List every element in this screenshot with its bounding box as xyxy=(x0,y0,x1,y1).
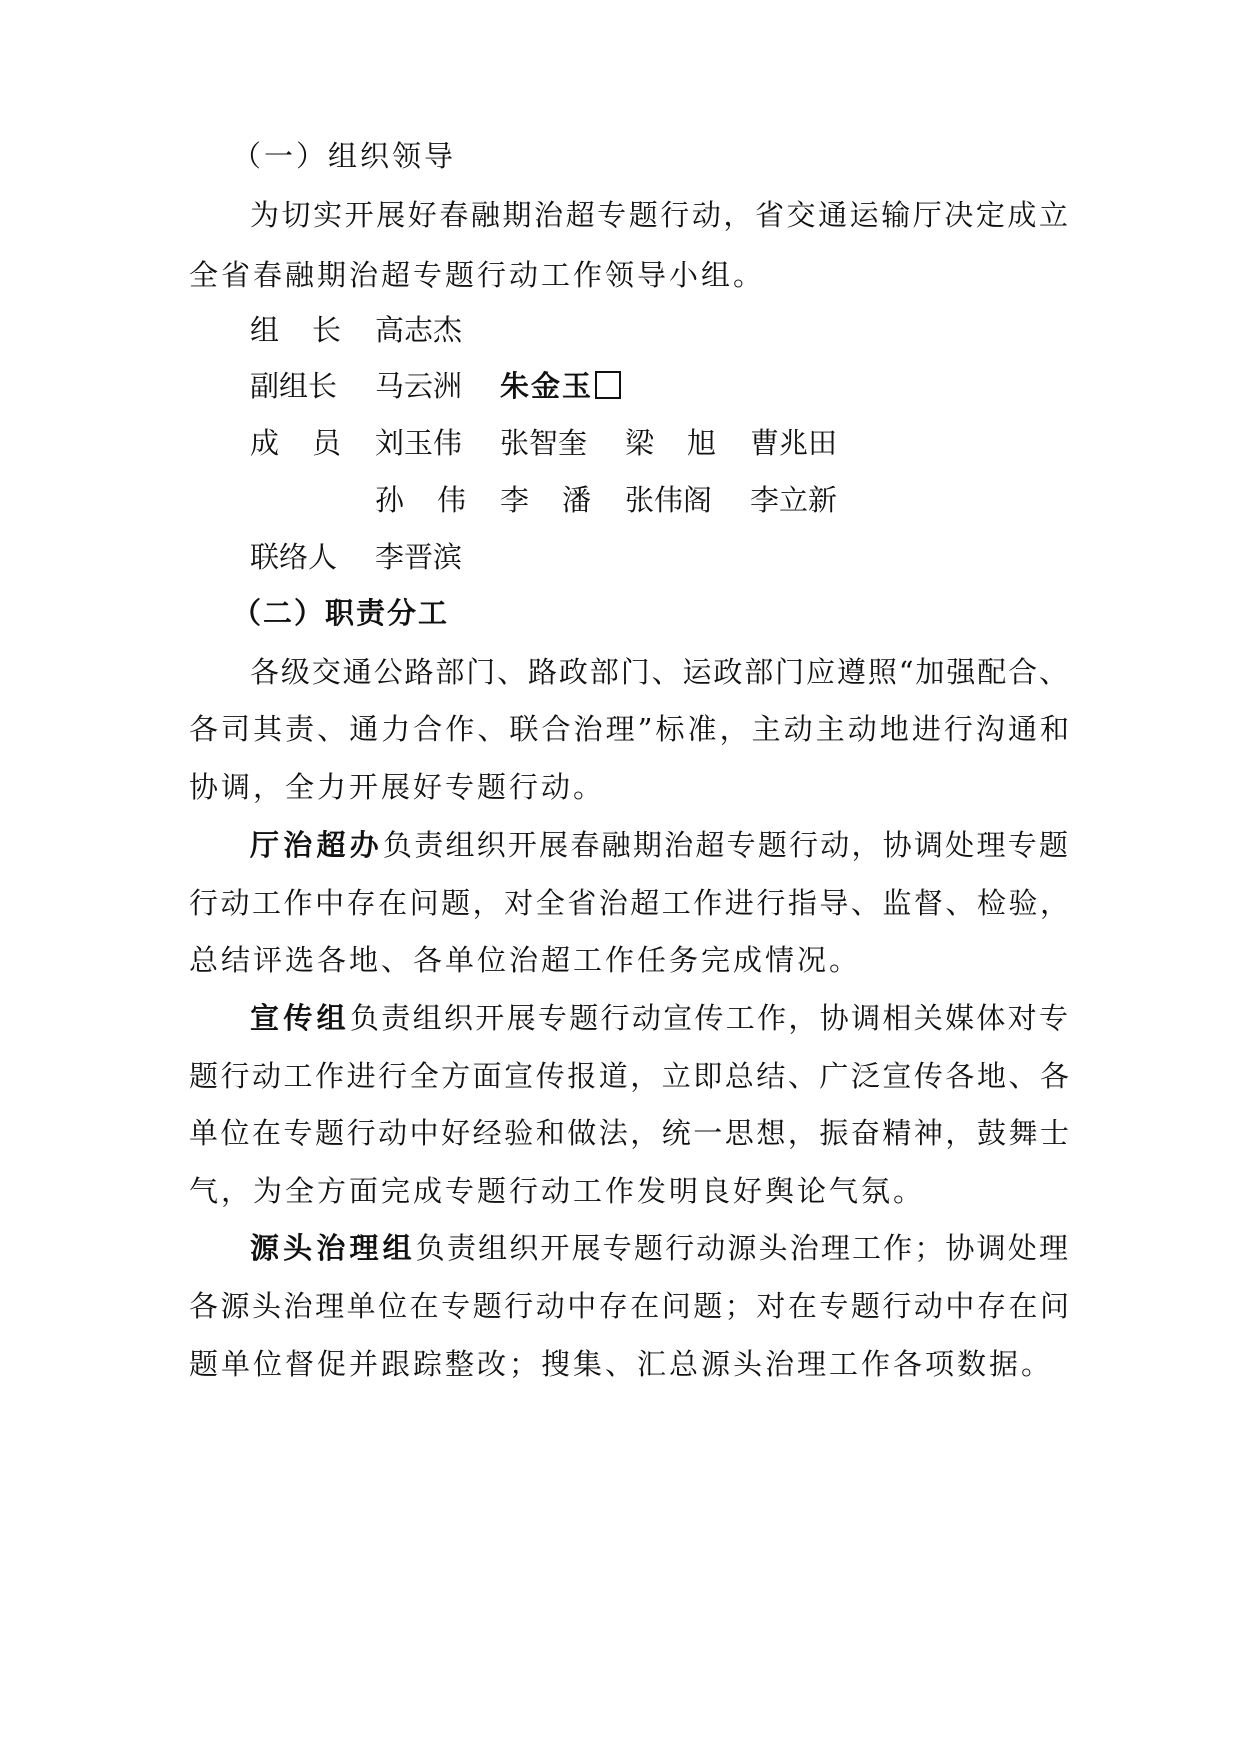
member-name: 刘玉伟 xyxy=(375,426,463,460)
p1-line: 协调，全力开展好专题行动。 xyxy=(189,770,606,804)
p2-line: 总结评选各地、各单位治超工作任务完成情况。 xyxy=(189,943,862,977)
contact-label: 联络人 xyxy=(250,540,338,574)
member-name: 李立新 xyxy=(750,483,838,517)
deputy-name-2: 朱金玉 xyxy=(500,366,621,406)
section1-heading: （一）组织领导 xyxy=(232,139,457,173)
member-name: 张智奎 xyxy=(500,426,588,460)
leader-label: 组长 xyxy=(250,313,375,347)
contact-name: 李晋滨 xyxy=(375,540,463,574)
placeholder-box-icon xyxy=(595,371,621,399)
member-name: 曹兆田 xyxy=(750,426,838,460)
deputy-label: 副组长 xyxy=(250,369,338,403)
p3-line: 单位在专题行动中好经验和做法，统一思想，振奋精神，鼓舞士 xyxy=(189,1116,1069,1150)
section1-intro-line2: 全省春融期治超专题行动工作领导小组。 xyxy=(189,258,766,292)
members-label: 成员 xyxy=(250,426,375,460)
member-name: 孙伟 xyxy=(375,483,500,517)
p4-line: 各源头治理单位在专题行动中存在问题；对在专题行动中存在问 xyxy=(189,1289,1069,1323)
p3-line: 题行动工作进行全方面宣传报道，立即总结、广泛宣传各地、各 xyxy=(189,1059,1069,1093)
p1-line: 各司其责、通力合作、联合治理”标准，主动主动地进行沟通和 xyxy=(189,712,1069,746)
member-name: 张伟阁 xyxy=(625,483,713,517)
member-name: 梁旭 xyxy=(625,426,750,460)
p2-line: 行动工作中存在问题，对全省治超工作进行指导、监督、检验， xyxy=(189,886,1069,920)
section2-heading: （二）职责分工 xyxy=(232,596,450,630)
p4-line: 源头治理组负责组织开展专题行动源头治理工作；协调处理 xyxy=(250,1231,1068,1265)
p2-line: 厅治超办负责组织开展春融期治超专题行动，协调处理专题 xyxy=(250,828,1068,862)
p3-lead: 宣传组 xyxy=(250,1001,350,1035)
leader-name: 高志杰 xyxy=(375,313,463,347)
deputy-name-1: 马云洲 xyxy=(375,369,463,403)
p4-lead: 源头治理组 xyxy=(250,1231,416,1265)
p3-line: 宣传组负责组织开展专题行动宣传工作，协调相关媒体对专 xyxy=(250,1001,1068,1035)
p3-line: 气，为全方面完成专题行动工作发明良好舆论气氛。 xyxy=(189,1174,926,1208)
p4-line: 题单位督促并跟踪整改；搜集、汇总源头治理工作各项数据。 xyxy=(189,1347,1054,1381)
p2-lead: 厅治超办 xyxy=(250,828,383,862)
member-name: 李潘 xyxy=(500,483,625,517)
p1-line: 各级交通公路部门、路政部门、运政部门应遵照“加强配合、 xyxy=(250,655,1068,689)
section1-intro-line1: 为切实开展好春融期治超专题行动，省交通运输厅决定成立 xyxy=(250,198,1068,232)
